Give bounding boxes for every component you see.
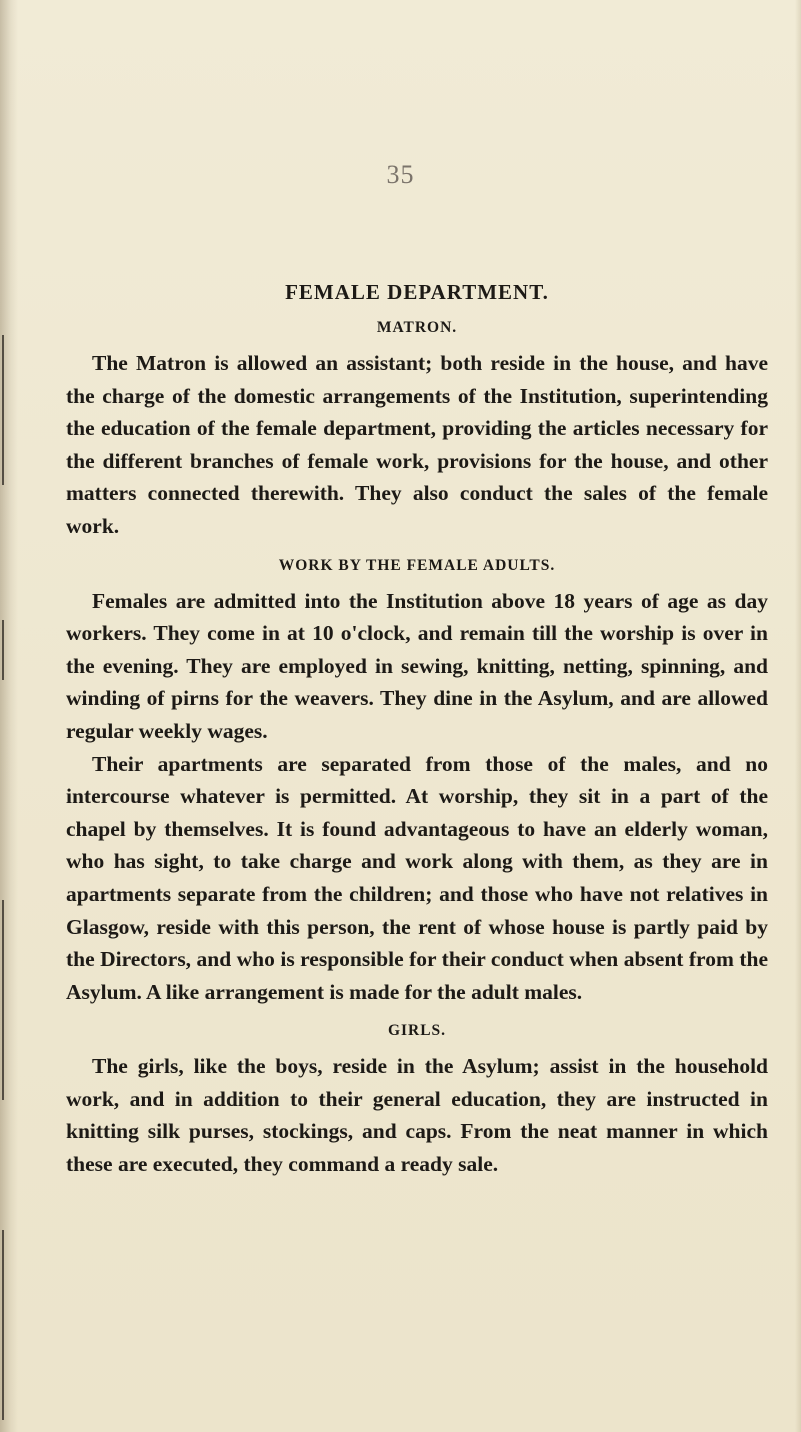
adults-paragraph-1: Females are admitted into the Institution above 18 years of age as day workers. They come in at 10 o'clock, and remain till the worship is over in the evening. They are employed in sewing, knitting, netting, spinning, and winding of pirns for the weavers. They dine in the Asylum, and are allowed regular weekly wages. [66,588,768,743]
page-right-edge [795,0,801,1432]
adults-paragraph-2: Their apartments are separated from those of the males, and no intercourse whatever is permitted. At worship, they sit in a part of the chapel by themselves. It is found advantageous to have an elderly woman, who has sight, to take charge and work along with them, as they are in apartments separate from the children; and those who have not relatives in Glasgow, reside with this person, the rent of whose house is partly paid by the Directors, and who is responsible for their conduct when absent from the Asylum. A like arrangement is made for the adult males. [66,751,768,1004]
matron-paragraph: The Matron is allowed an assistant; both reside in the house, and have the charge of the domestic arrangements of the Institution, superintending the education of the female department, providing the articles necessary for the different branches of female work, provisions for the house, and other matters connected therewith. They also conduct the sales of the female work. [66,351,768,538]
matron-heading: MATRON. [376,319,458,336]
page-content [66,280,768,1181]
binding-shadow [0,0,18,1432]
binding-mark [2,900,4,1100]
binding-mark [2,1230,4,1420]
page-number: 35 [386,160,415,189]
adults-heading: WORK BY THE FEMALE ADULTS. [278,556,556,574]
binding-mark [2,620,4,680]
binding-mark [2,335,4,485]
girls-paragraph: The girls, like the boys, reside in the Asylum; assist in the household work, and in addition to their general education, they are instructed in knitting silk purses, stockings, and caps. From the neat manner in which these are executed, they command a ready sale. [66,1054,768,1177]
section-title: FEMALE DEPARTMENT. [285,280,549,304]
girls-heading: GIRLS. [387,1022,447,1040]
